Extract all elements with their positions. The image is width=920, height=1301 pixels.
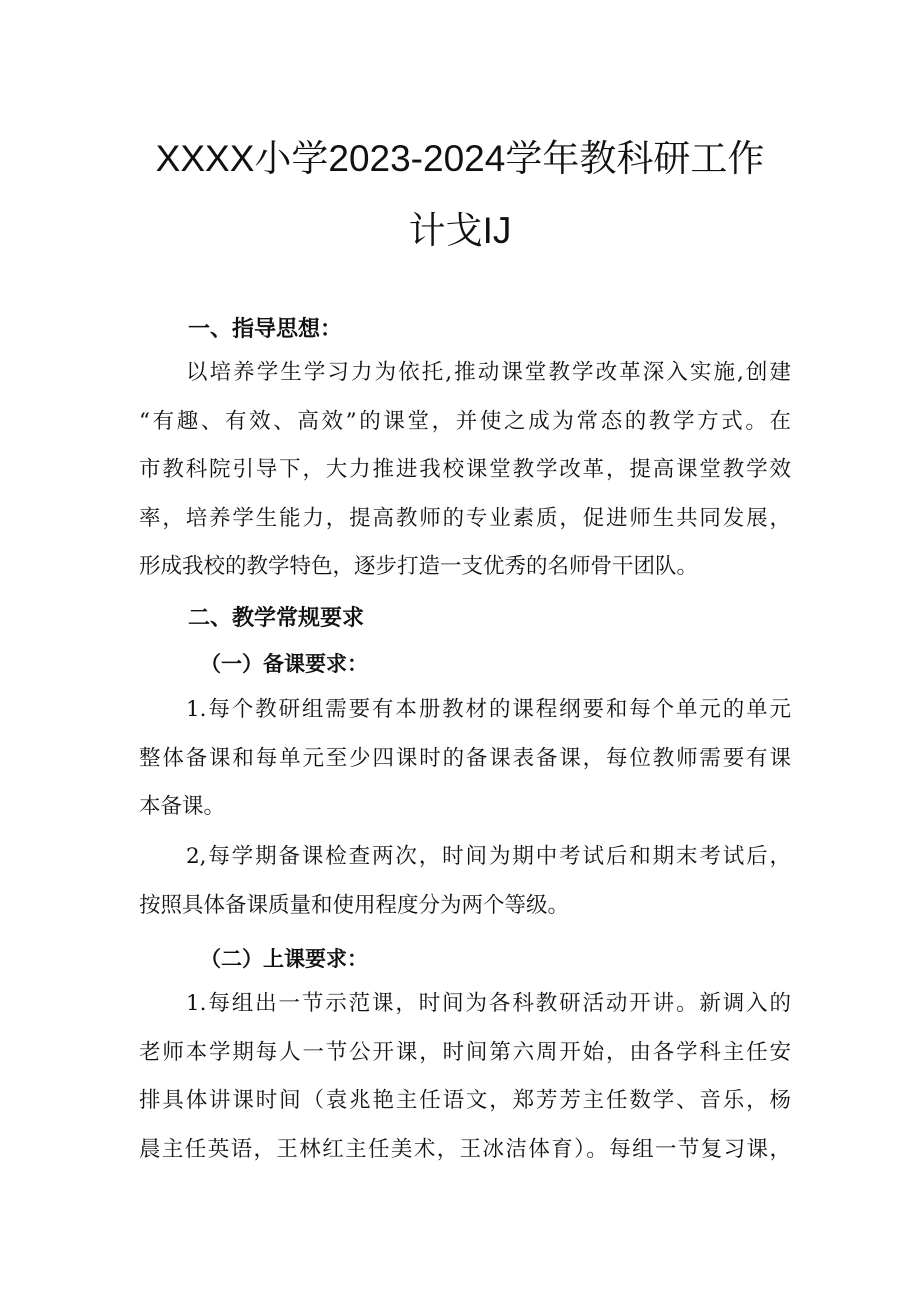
class-item1-line: 排具体讲课时间（袁兆艳主任语文，郑芳芳主任数学、音乐，杨 <box>139 1088 791 1113</box>
class-item1-line: 1.每组出一节示范课，时间为各科教研活动开讲。新调入的 <box>186 991 791 1016</box>
prep-item1-line: 整体备课和每单元至少四课时的备课表备课，每位教师需要有课 <box>139 745 791 771</box>
section2-heading: 二、教学常规要求 <box>188 606 365 631</box>
section1-paragraph <box>139 349 791 592</box>
prep-item2-line: 按照具体备课质量和使用程度分为两个等级。 <box>139 892 570 918</box>
subsection1-heading: （一）备课要求： <box>200 652 368 676</box>
document-title-line2: 计戈IJ <box>408 210 512 251</box>
prep-item1-line: 本备课。 <box>139 794 226 819</box>
subsection2-heading: （二）上课要求： <box>200 947 368 971</box>
section1-line: 率，培养学生能力，提高教师的专业素质，促进师生共同发展， <box>139 505 791 531</box>
section1-line: 形成我校的教学特色，逐步打造一支优秀的名师骨干团队。 <box>139 554 699 579</box>
prep-item1-paragraph <box>139 686 791 832</box>
section1-line: 以培养学生学习力为依托,推动课堂教学改革深入实施,创建 <box>186 360 791 385</box>
document-title-line1: XXXX小学2023-2024学年教科研工作 <box>155 138 765 179</box>
prep-item2-line: 2,每学期备课检查两次，时间为期中考试后和期末考试后， <box>186 844 791 869</box>
class-item1-paragraph <box>139 980 791 1174</box>
prep-item2-paragraph <box>139 833 791 930</box>
class-item1-line: 老师本学期每人一节公开课，时间第六周开始，由各学科主任安 <box>139 1039 791 1065</box>
prep-item1-line: 1.每个教研组需要有本册教材的课程纲要和每个单元的单元 <box>186 697 791 722</box>
section1-line: “有趣、有效、高效”的课堂，并使之成为常态的教学方式。在 <box>139 408 791 434</box>
section1-heading: 一、指导思想： <box>188 317 343 342</box>
class-item1-line: 晨主任英语，王林红主任美术，王冰洁体育）。每组一节复习课， <box>139 1136 791 1162</box>
section1-line: 市教科院引导下，大力推进我校课堂教学改革，提高课堂教学效 <box>139 457 791 482</box>
